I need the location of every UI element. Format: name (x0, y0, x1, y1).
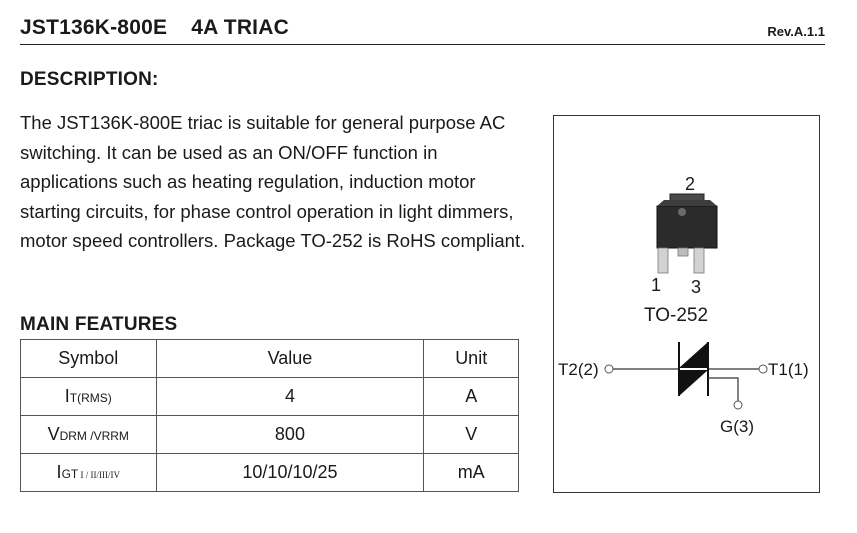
pin-2-label: 2 (684, 174, 696, 194)
pin-3-label: 3 (690, 277, 702, 297)
document-title: JST136K-800E 4A TRIAC (20, 16, 289, 39)
symbol-letter: I (56, 462, 62, 482)
column-header-symbol: Symbol (21, 340, 157, 378)
description-text: The JST136K-800E triac is suitable for general purpose AC switching. It can be used as an ON/OFF function in applications such as heating regulation, induction motor starting circuits, for phase control operation in light dimmers, motor speed controllers. Package TO-252 is RoHS compliant. (20, 112, 526, 251)
unit-cell: V (424, 416, 519, 454)
value-cell: 4 (156, 378, 424, 416)
table-header-row (21, 340, 519, 378)
table-row (21, 378, 519, 416)
symbol-subscript: GT (61, 467, 79, 481)
symbol-subscript: DRM /V (59, 429, 102, 443)
symbol-cell (21, 454, 157, 492)
symbol-cell (21, 378, 157, 416)
symbol-letter: V (47, 424, 60, 444)
terminal-gate-label: G(3) (720, 417, 754, 436)
value-cell: 800 (156, 416, 424, 454)
symbol-cell (21, 416, 157, 454)
description-heading: DESCRIPTION: (20, 69, 159, 90)
package-name: TO-252 (643, 305, 709, 326)
column-header-value: Value (156, 340, 424, 378)
unit-cell: A (424, 378, 519, 416)
terminal-t1-label: T1(1) (768, 360, 809, 379)
package-diagram (553, 115, 820, 493)
triac-symbol-icon (605, 342, 767, 409)
document-header (20, 14, 825, 45)
terminal-t2-label: T2(2) (558, 360, 599, 379)
to252-package-icon (657, 194, 717, 273)
table-row (21, 416, 519, 454)
symbol-subscript-2: RRM (101, 429, 129, 443)
main-features-heading: MAIN FEATURES (20, 314, 178, 335)
features-table (20, 339, 519, 492)
pin-1-label: 1 (650, 275, 662, 295)
table-row (21, 454, 519, 492)
symbol-quadrants: I / II/III/IV (78, 470, 120, 480)
symbol-letter: I (64, 386, 70, 406)
symbol-subscript: T(RMS) (69, 391, 112, 405)
unit-cell: mA (424, 454, 519, 492)
package-svg (554, 116, 821, 494)
value-cell: 10/10/10/25 (156, 454, 424, 492)
column-header-unit: Unit (424, 340, 519, 378)
revision-label: Rev.A.1.1 (767, 24, 825, 39)
